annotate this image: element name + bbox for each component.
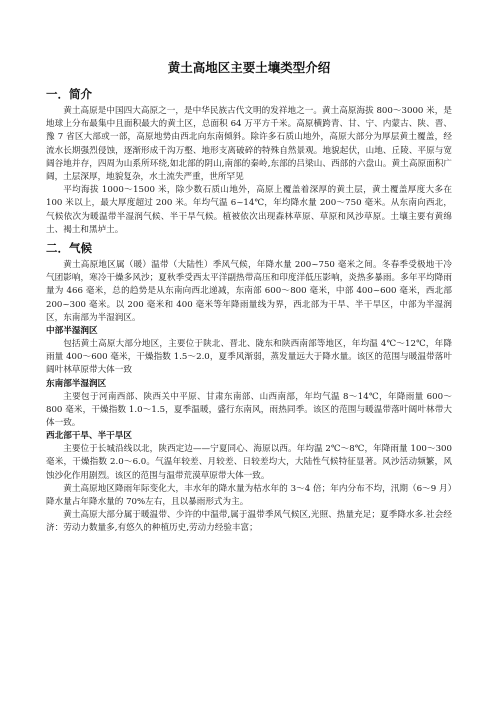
central-semihumid-paragraph: 包括黄土高原大部分地区，主要位于陕北、晋北、陇东和陕西南部等地区，年均温 4℃～12℃，年降雨量 400～600 毫米，干燥指数 1.5～2.0，夏季风渐弱，蒸发量远大于降水量。该区的范围与暖温带落叶阔叶林草原带大体一致 xyxy=(46,339,452,376)
document-title: 黄土高地区主要土壤类型介绍 xyxy=(167,60,331,75)
subheading-central-semihumid: 中部半湿润区 xyxy=(46,326,98,337)
subheading-northwest-arid: 西北部干旱、半干旱区 xyxy=(46,431,132,442)
climate-paragraph-1: 黄土高原地区属（暖）温带（大陆性）季风气候，年降水量 200~750 毫米之间。冬春季受极地干冷气团影响，寒冷干燥多风沙；夏秋季受西太平洋副热带高压和印度洋低压影响，炎热多暴雨。多年平均降雨量为 466 毫米，总的趋势是从东南向西北递减，东南部 600～800 毫米，中部 400~600 毫米，西北部 200~300 毫米。以 200 毫米和 400 毫米等年降雨量线为界，西北部为干旱、半干旱区，中部为半湿润区，东南部为半湿润区。 xyxy=(46,260,452,323)
intro-paragraph-1: 黄土高原是中国四大高原之一，是中华民族古代文明的发祥地之一。黄土高原海拔 800～3000 米，是地球上分布最集中且面积最大的黄土区，总面积 64 万平方千米。高原横跨青、甘、宁、内蒙古、陕、晋、豫 7 省区大部或一部，高原地势由西北向东南倾斜。除许多石质山地外，高原大部分为厚层黄土覆盖，经流水长期强烈侵蚀，逐渐形成千沟万壑、地形支离破碎的特殊自然景观。地貌起伏，山地、丘陵、平原与宽阔谷地并存，四周为山系所环绕,如北部的阴山,南部的秦岭,东部的吕梁山、西部的六盘山。黄土高原面积广阔，土层深厚，地貌复杂，水土流失严重，世所罕见 xyxy=(46,106,452,183)
northwest-arid-paragraph: 主要位于长城沿线以北，陕西定边——宁夏同心、海原以西。年均温 2℃～8℃，年降雨量 100～300 毫米，干燥指数 2.0～6.0。气温年较差、月较差、日较差均大，大陆性气候特征显著。风沙活动频繁，风蚀沙化作用剧烈。该区的范围与温带荒漠草原带大体一致。 xyxy=(46,444,452,481)
climate-paragraph-2: 黄土高原地区降雨年际变化大，丰水年的降水量为枯水年的 3～4 倍；年内分布不均，汛期（6～9 月）降水量占年降水量的 70%左右，且以暴雨形式为主。 xyxy=(46,483,452,508)
southeast-semihumid-paragraph: 主要包于河南西部、陕西关中平原、甘肃东南部、山西南部，年均气温 8～14℃，年降雨量 600～800 毫米，干燥指数 1.0～1.5，夏季温暖，盛行东南风，雨热同季。该区的范围与暖温带落叶阔叶林带大体一致。 xyxy=(46,391,452,429)
subheading-southeast-semihumid: 东南部半湿润区 xyxy=(46,378,107,389)
intro-paragraph-2: 平均海拔 1000～1500 米，除少数石质山地外，高原上覆盖着深厚的黄土层，黄土覆盖厚度大多在 100 米以上，最大厚度超过 200 米。年均气温 6~14℃，年均降水量 200～750 毫米。从东南向西北，气候依次为暖温带半湿润气候、半干旱气候。植被依次出现森林草原、草原和风沙草原。土壤主要有黄绵土、褐土和黑垆土。 xyxy=(46,185,452,235)
section-heading-intro: 一．简介 xyxy=(46,87,92,101)
section-heading-climate: 二．气候 xyxy=(46,241,92,256)
climate-paragraph-3: 黄土高原大部分属于暖温带、少许的中温带,属于温带季风气候区,光照、热量充足；夏季降水多.社会经济：劳动力数量多,有悠久的种植历史,劳动力经验丰富； xyxy=(46,510,452,534)
